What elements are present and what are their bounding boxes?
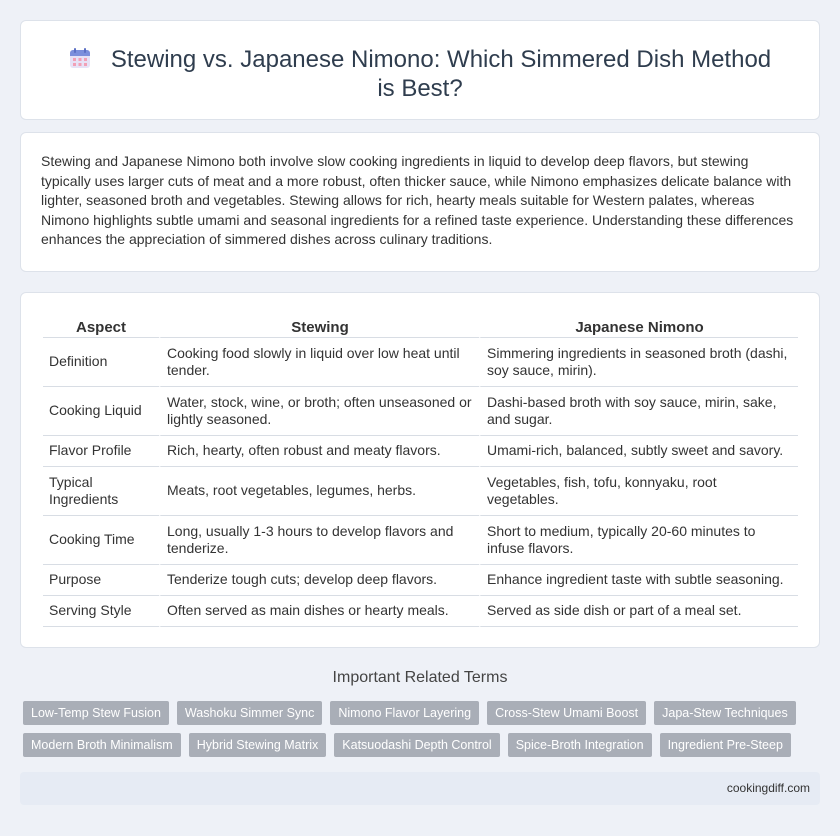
- row-nimono: Vegetables, fish, tofu, konnyaku, root vegetables.: [479, 467, 798, 516]
- table-row: [43, 338, 798, 387]
- page-title-wrap: [61, 45, 779, 103]
- row-nimono: Short to medium, typically 20-60 minutes to infuse flavors.: [479, 516, 798, 565]
- header-aspect: Aspect: [43, 315, 159, 338]
- table-row: [43, 596, 798, 627]
- table-row: [43, 387, 798, 436]
- summary-card: [20, 132, 820, 272]
- table-row: [43, 565, 798, 596]
- row-aspect: Serving Style: [43, 596, 159, 627]
- related-term-tag[interactable]: Cross-Stew Umami Boost: [487, 701, 646, 725]
- comparison-card: [20, 292, 820, 648]
- footer-site-link[interactable]: cookingdiff.com: [726, 781, 810, 795]
- related-terms-heading: Important Related Terms: [332, 669, 508, 686]
- row-stewing: Often served as main dishes or hearty meals.: [159, 596, 479, 627]
- row-nimono: Enhance ingredient taste with subtle seasoning.: [479, 565, 798, 596]
- header-stewing: Stewing: [159, 315, 479, 338]
- row-aspect: Cooking Time: [43, 516, 159, 565]
- title-card: [20, 20, 820, 120]
- row-nimono: Served as side dish or part of a meal set.: [479, 596, 798, 627]
- row-aspect: Purpose: [43, 565, 159, 596]
- header-nimono: Japanese Nimono: [479, 315, 798, 338]
- page-title: Stewing vs. Japanese Nimono: Which Simmered Dish Method is Best?: [110, 46, 772, 102]
- table-header-row: [43, 315, 798, 338]
- row-aspect: Flavor Profile: [43, 436, 159, 467]
- table-row: [43, 516, 798, 565]
- row-stewing: Long, usually 1-3 hours to develop flavors and tenderize.: [159, 516, 479, 565]
- related-term-tag[interactable]: Washoku Simmer Sync: [177, 701, 322, 725]
- row-stewing: Meats, root vegetables, legumes, herbs.: [159, 467, 479, 516]
- row-nimono: Dashi-based broth with soy sauce, mirin, sake, and sugar.: [479, 387, 798, 436]
- related-term-tag[interactable]: Low-Temp Stew Fusion: [23, 701, 169, 725]
- calendar-icon: [69, 47, 91, 69]
- table-row: [43, 436, 798, 467]
- row-stewing: Rich, hearty, often robust and meaty flavors.: [159, 436, 479, 467]
- related-term-tag[interactable]: Hybrid Stewing Matrix: [189, 733, 327, 757]
- related-terms-row-2: [23, 733, 791, 757]
- footer: [20, 772, 820, 805]
- row-aspect: Definition: [43, 338, 159, 387]
- related-term-tag[interactable]: Nimono Flavor Layering: [330, 701, 479, 725]
- related-term-tag[interactable]: Katsuodashi Depth Control: [334, 733, 499, 757]
- related-term-tag[interactable]: Ingredient Pre-Steep: [660, 733, 791, 757]
- comparison-table: [43, 315, 798, 627]
- related-term-tag[interactable]: Modern Broth Minimalism: [23, 733, 181, 757]
- row-nimono: Umami-rich, balanced, subtly sweet and savory.: [479, 436, 798, 467]
- row-aspect: Typical Ingredients: [43, 467, 159, 516]
- summary-text: Stewing and Japanese Nimono both involve slow cooking ingredients in liquid to develop deep flavors, but stewing typically uses larger cuts of meat and a more robust, often thicker sauce, while Nimono emphasizes delicate balance with lighter, seasoned broth and vegetables. Stewing allows for rich, hearty meals suitable for Western palates, whereas Nimono highlights subtle umami and seasonal ingredients for a refined taste experience. Understanding these differences enhances the appreciation of simmered dishes across culinary traditions.: [41, 153, 794, 247]
- row-stewing: Tenderize tough cuts; develop deep flavors.: [159, 565, 479, 596]
- related-term-tag[interactable]: Spice-Broth Integration: [508, 733, 652, 757]
- related-terms-row-1: [23, 701, 796, 725]
- table-row: [43, 467, 798, 516]
- row-aspect: Cooking Liquid: [43, 387, 159, 436]
- row-stewing: Cooking food slowly in liquid over low heat until tender.: [159, 338, 479, 387]
- row-nimono: Simmering ingredients in seasoned broth (dashi, soy sauce, mirin).: [479, 338, 798, 387]
- row-stewing: Water, stock, wine, or broth; often unseasoned or lightly seasoned.: [159, 387, 479, 436]
- related-term-tag[interactable]: Japa-Stew Techniques: [654, 701, 796, 725]
